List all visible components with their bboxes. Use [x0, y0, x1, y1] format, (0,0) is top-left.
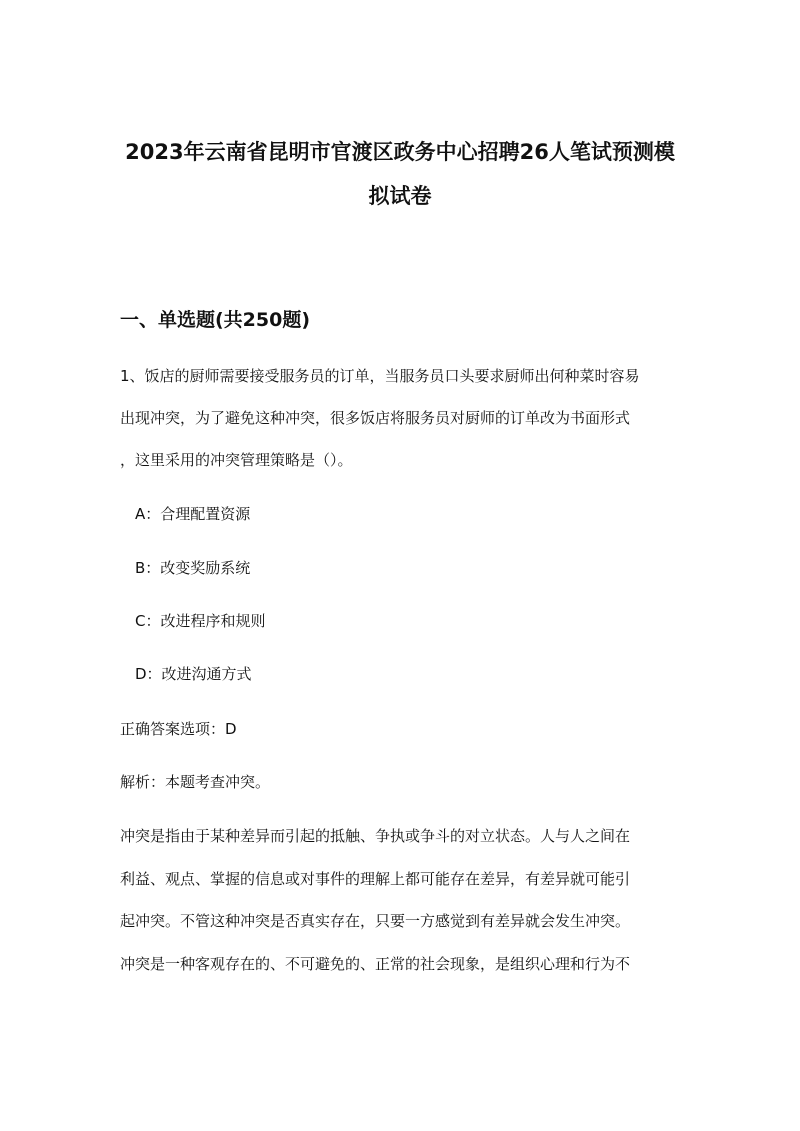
question-stem-line-2: 出现冲突，为了避免这种冲突，很多饭店将服务员对厨师的订单改为书面形式	[120, 409, 631, 427]
option-a: A：合理配置资源	[135, 505, 251, 523]
title-line-1: 2023年云南省昆明市官渡区政务中心招聘26人笔试预测模	[125, 140, 675, 164]
option-c: C：改进程序和规则	[135, 612, 266, 630]
explanation-line-4: 冲突是一种客观存在的、不可避免的、正常的社会现象，是组织心理和行为不	[120, 955, 631, 973]
section-heading: 一、单选题(共250题)	[120, 309, 311, 331]
question-stem-line-3: ，这里采用的冲突管理策略是（）。	[120, 451, 353, 469]
explanation-line-1: 冲突是指由于某种差异而引起的抵触、争执或争斗的对立状态。人与人之间在	[120, 827, 631, 845]
question-stem-line-1: 1、饭店的厨师需要接受服务员的订单，当服务员口头要求厨师出何种菜时容易	[120, 367, 640, 385]
title-line-2: 拟试卷	[368, 184, 432, 208]
explanation-line-2: 利益、观点、掌握的信息或对事件的理解上都可能存在差异，有差异就可能引	[120, 870, 631, 888]
document-title	[110, 130, 690, 218]
analysis-label: 解析：本题考查冲突。	[120, 773, 271, 791]
explanation-line-3: 起冲突。不管这种冲突是否真实存在，只要一方感觉到有差异就会发生冲突。	[120, 912, 631, 930]
correct-answer: 正确答案选项：D	[120, 720, 237, 738]
option-d: D：改进沟通方式	[135, 665, 252, 683]
option-b: B：改变奖励系统	[135, 559, 251, 577]
